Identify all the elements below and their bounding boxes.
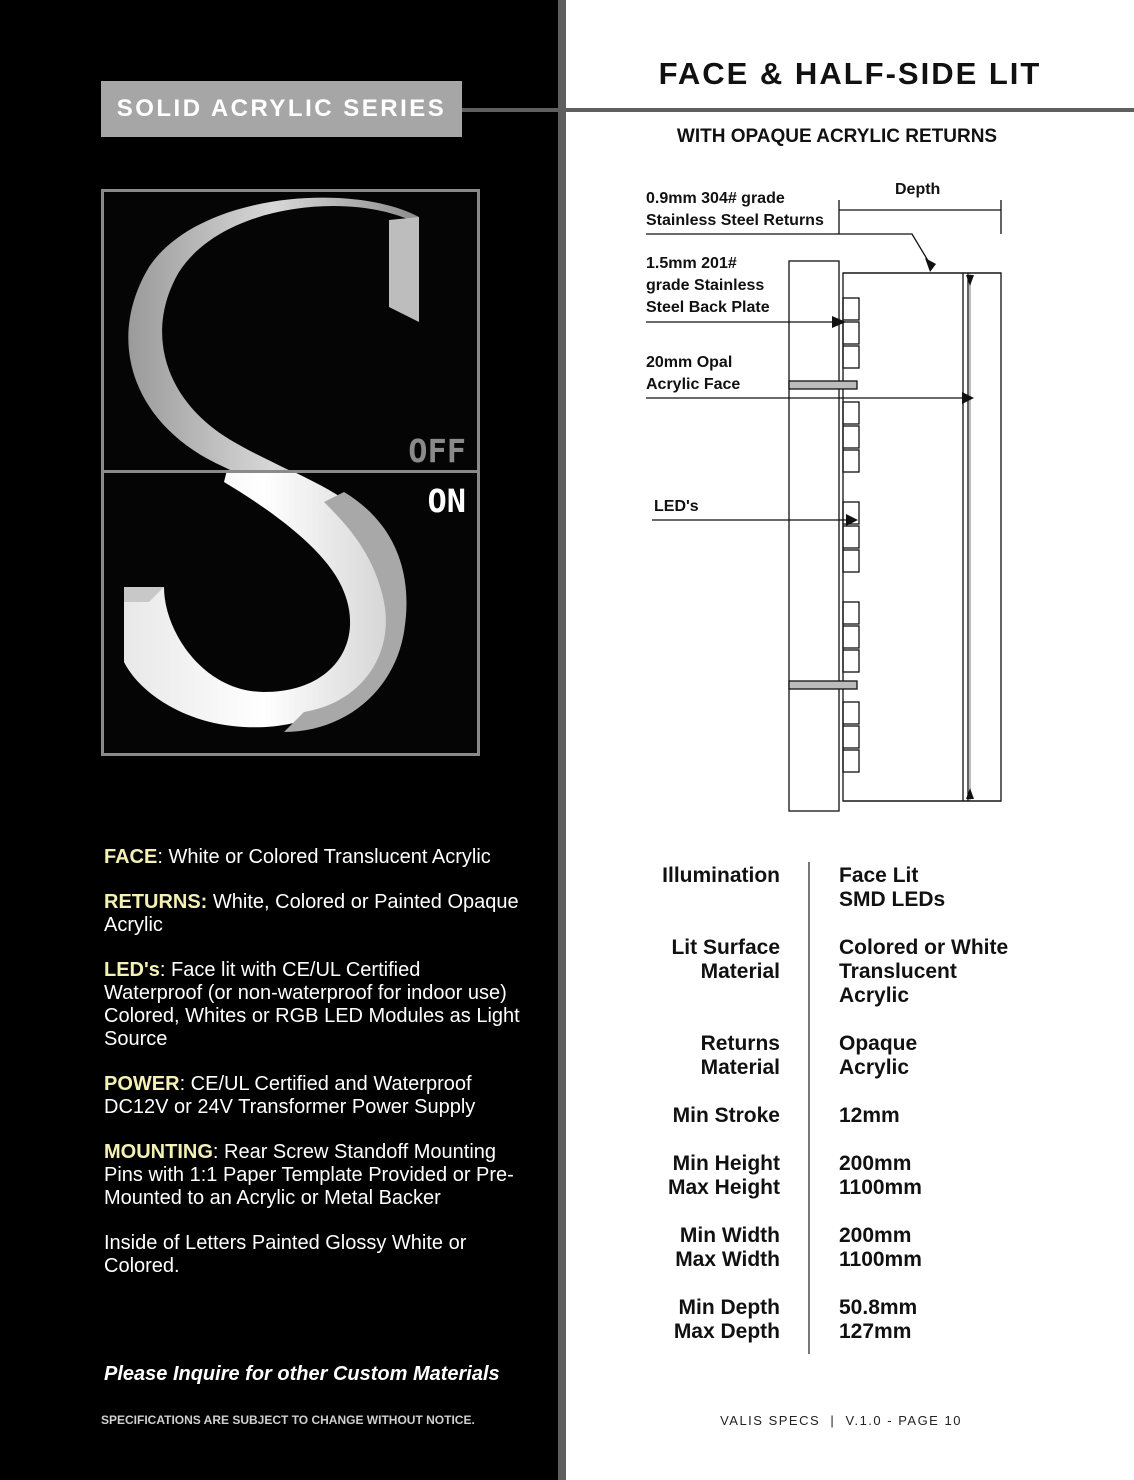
table-label-height: Min Height Max Height <box>667 1152 780 1199</box>
table-label-width: Min Width Max Width <box>675 1224 780 1271</box>
spec-leds: LED's: Face lit with CE/UL Certified Waterproof (or non-waterproof for indoor use) Colored, Whites or RGB LED Modules as Light Source <box>104 959 520 1050</box>
spec-table-divider <box>808 862 810 1354</box>
letter-s-photo <box>101 189 480 756</box>
series-label: SOLID ACRYLIC SERIES <box>101 81 462 137</box>
page-title: FACE & HALF-SIDE LIT <box>658 56 1042 91</box>
table-label-lit-surface: Lit Surface Material <box>671 936 780 983</box>
table-value-returns: Opaque Acrylic <box>839 1032 918 1079</box>
panel-divider <box>558 0 566 1480</box>
table-label-illumination: Illumination <box>662 864 780 887</box>
back-plate-label: 1.5mm 201# grade Stainless Steel Back Plate <box>646 255 770 316</box>
leds-label: LED's <box>654 498 699 515</box>
spec-face: FACE: White or Colored Translucent Acrylic <box>104 846 491 868</box>
depth-label: Depth <box>895 181 941 198</box>
page-footer: VALIS SPECS | V.1.0 - PAGE 10 <box>720 1413 962 1428</box>
change-notice: SPECIFICATIONS ARE SUBJECT TO CHANGE WITHOUT NOTICE. <box>101 1413 475 1427</box>
on-label: ON <box>427 482 466 520</box>
table-label-returns: Returns Material <box>700 1032 780 1079</box>
face-label: 20mm Opal Acrylic Face <box>646 354 741 393</box>
table-value-depth: 50.8mm 127mm <box>839 1296 918 1343</box>
page-subtitle: WITH OPAQUE ACRYLIC RETURNS <box>676 126 998 147</box>
table-value-width: 200mm 1100mm <box>839 1224 922 1271</box>
table-value-height: 200mm 1100mm <box>839 1152 922 1199</box>
spec-list <box>104 846 524 1300</box>
cross-section-diagram <box>640 170 1020 820</box>
table-value-lit-surface: Colored or White Translucent Acrylic <box>839 936 1009 1007</box>
spec-inside-note: Inside of Letters Painted Glossy White or Colored. <box>104 1232 467 1277</box>
table-value-illumination: Face Lit SMD LEDs <box>839 864 946 911</box>
spec-power: POWER: CE/UL Certified and Waterproof DC12V or 24V Transformer Power Supply <box>104 1073 476 1118</box>
off-label: OFF <box>408 432 466 470</box>
table-label-depth: Min Depth Max Depth <box>673 1296 780 1343</box>
spec-mounting: MOUNTING: Rear Screw Standoff Mounting Pins with 1:1 Paper Template Provided or Pre-Mounted to an Acrylic or Metal Backer <box>104 1141 514 1209</box>
inquire-note: Please Inquire for other Custom Materials <box>104 1363 500 1385</box>
returns-label: 0.9mm 304# grade Stainless Steel Returns <box>646 190 824 229</box>
table-value-stroke: 12mm <box>839 1104 900 1127</box>
header-rule <box>460 108 1134 112</box>
table-label-stroke: Min Stroke <box>672 1104 780 1127</box>
letter-s-illustration <box>104 192 477 753</box>
spec-returns: RETURNS: White, Colored or Painted Opaque Acrylic <box>104 891 519 936</box>
